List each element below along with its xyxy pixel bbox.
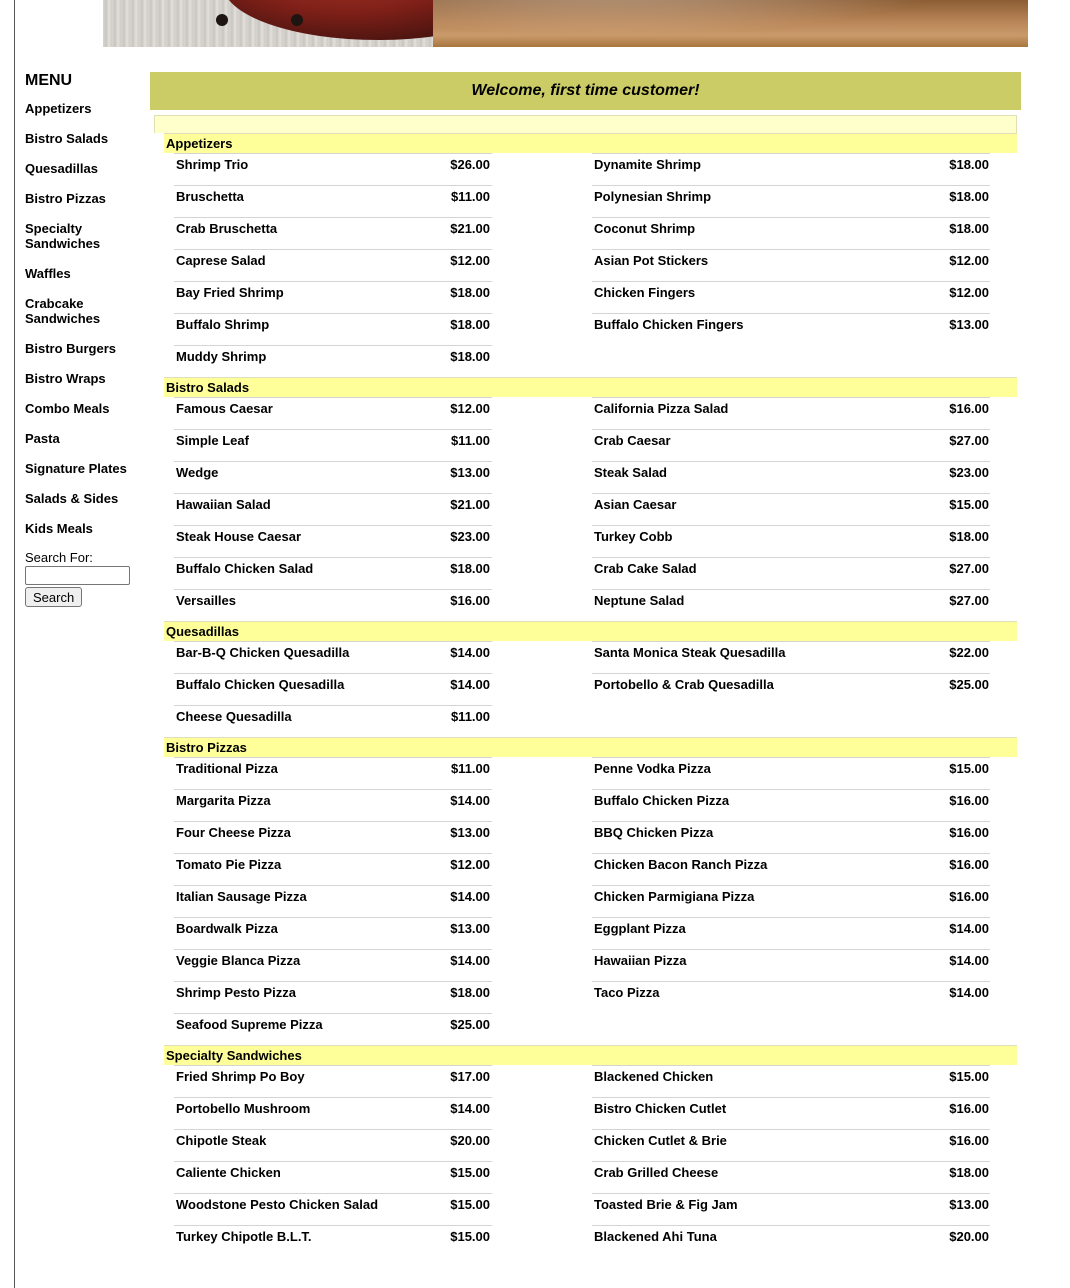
menu-item-name[interactable]: Crab Grilled Cheese [594, 1165, 719, 1180]
menu-item-name[interactable]: Santa Monica Steak Quesadilla [594, 645, 786, 660]
menu-item-name[interactable]: Buffalo Chicken Quesadilla [176, 677, 345, 692]
menu-item[interactable] [174, 313, 492, 345]
menu-row [174, 589, 1021, 621]
menu-row [174, 345, 1021, 377]
menu-item-price: $15.00 [949, 497, 989, 512]
menu-item-name[interactable]: Italian Sausage Pizza [176, 889, 307, 904]
menu-item-name[interactable]: Margarita Pizza [176, 793, 271, 808]
menu-item-price: $15.00 [949, 1069, 989, 1084]
menu-row [174, 789, 1021, 821]
menu-item-name[interactable]: Muddy Shrimp [176, 349, 267, 364]
menu-row [174, 1193, 1021, 1225]
menu-item-price: $16.00 [949, 1133, 989, 1148]
search-input[interactable] [25, 566, 130, 585]
menu-item-name[interactable]: Simple Leaf [176, 433, 249, 448]
search-label: Search For: [25, 550, 93, 565]
menu-item-name[interactable]: Taco Pizza [594, 985, 660, 1000]
menu-item-name[interactable]: Woodstone Pesto Chicken Salad [176, 1197, 379, 1212]
menu-item-price: $14.00 [450, 645, 490, 660]
menu-row [174, 821, 1021, 853]
menu-item[interactable] [592, 1225, 990, 1257]
menu-item-price: $27.00 [949, 433, 989, 448]
menu-item[interactable] [592, 589, 990, 621]
menu-row [174, 641, 1021, 673]
menu-item-price: $14.00 [450, 1101, 490, 1116]
menu-item-price: $18.00 [450, 285, 490, 300]
menu-item-name[interactable]: Asian Pot Stickers [594, 253, 709, 268]
menu-row [174, 757, 1021, 789]
menu-item[interactable] [174, 525, 492, 557]
menu-item[interactable] [174, 589, 492, 621]
menu-row [174, 1129, 1021, 1161]
menu-item[interactable] [592, 1097, 990, 1129]
section-header-band [154, 115, 1017, 133]
menu-item-price: $14.00 [949, 921, 989, 936]
menu-item-list [25, 101, 145, 536]
menu-row [174, 885, 1021, 917]
category-list [150, 133, 1021, 1257]
menu-item-name[interactable]: Four Cheese Pizza [176, 825, 291, 840]
menu-item-name[interactable]: Penne Vodka Pizza [594, 761, 711, 776]
menu-item-price: $12.00 [450, 253, 490, 268]
menu-item-name[interactable]: Caliente Chicken [176, 1165, 281, 1180]
menu-item-price: $12.00 [450, 857, 490, 872]
menu-item[interactable] [174, 673, 492, 705]
welcome-banner: Welcome, first time customer! [150, 72, 1021, 110]
menu-item[interactable] [174, 917, 492, 949]
menu-item-name[interactable]: Chipotle Steak [176, 1133, 267, 1148]
menu-row [174, 525, 1021, 557]
menu-item-name[interactable]: Seafood Supreme Pizza [176, 1017, 323, 1032]
category-header[interactable]: Specialty Sandwiches [164, 1045, 1017, 1065]
menu-item[interactable] [174, 281, 492, 313]
menu-item-price: $18.00 [450, 317, 490, 332]
menu-item-name[interactable]: Bruschetta [176, 189, 244, 204]
menu-item[interactable] [592, 217, 990, 249]
menu-item[interactable] [174, 153, 492, 185]
sidebar-item-waffles[interactable]: Waffles [25, 266, 71, 281]
menu-item-price: $15.00 [949, 761, 989, 776]
menu-item[interactable] [592, 429, 990, 461]
menu-item[interactable] [174, 949, 492, 981]
sidebar-item-appetizers[interactable]: Appetizers [25, 101, 92, 116]
menu-item[interactable] [592, 673, 990, 705]
menu-item[interactable] [174, 1013, 492, 1045]
menu-item-price: $18.00 [949, 529, 989, 544]
menu-item-price: $18.00 [949, 157, 989, 172]
menu-item-name[interactable]: Cheese Quesadilla [176, 709, 292, 724]
menu-row [174, 1161, 1021, 1193]
menu-item-name[interactable]: Buffalo Chicken Fingers [594, 317, 744, 332]
menu-item[interactable] [592, 1193, 990, 1225]
banner-peppercorn [216, 14, 228, 26]
menu-item-name[interactable]: Crab Bruschetta [176, 221, 278, 236]
menu-item-price: $16.00 [450, 593, 490, 608]
category-items [174, 641, 1021, 737]
menu-item[interactable] [174, 789, 492, 821]
menu-row [174, 249, 1021, 281]
menu-item-name[interactable]: Buffalo Chicken Pizza [594, 793, 730, 808]
menu-item[interactable] [174, 885, 492, 917]
menu-item-name[interactable]: Hawaiian Pizza [594, 953, 687, 968]
menu-item-name[interactable]: Neptune Salad [594, 593, 685, 608]
menu-item-price: $11.00 [450, 709, 490, 724]
sidebar-item-bistro-salads[interactable]: Bistro Salads [25, 131, 109, 146]
menu-item-price: $23.00 [949, 465, 989, 480]
menu-title: MENU [25, 72, 73, 89]
banner-board-highlight [433, 0, 1028, 47]
menu-item-price: $18.00 [949, 221, 989, 236]
menu-item[interactable] [174, 345, 492, 377]
menu-item-price: $23.00 [450, 529, 490, 544]
menu-item[interactable] [592, 397, 990, 429]
menu-item-name[interactable]: Bay Fried Shrimp [176, 285, 284, 300]
menu-item-price: $16.00 [949, 857, 989, 872]
menu-item[interactable] [592, 185, 990, 217]
menu-row [174, 1065, 1021, 1097]
menu-item[interactable] [592, 981, 990, 1013]
menu-item-name[interactable]: Buffalo Shrimp [176, 317, 270, 332]
menu-item-price: $12.00 [949, 285, 989, 300]
sidebar-item-salads-sides[interactable]: Salads & Sides [25, 491, 119, 506]
menu-item-name[interactable]: Chicken Cutlet & Brie [594, 1133, 727, 1148]
menu-item-name[interactable]: Bar-B-Q Chicken Quesadilla [176, 645, 350, 660]
menu-item-name[interactable]: Eggplant Pizza [594, 921, 686, 936]
menu-item[interactable] [174, 461, 492, 493]
menu-item-price: $16.00 [949, 793, 989, 808]
menu-item-name[interactable]: Traditional Pizza [176, 761, 278, 776]
menu-row [174, 853, 1021, 885]
menu-item-price: $14.00 [949, 985, 989, 1000]
menu-item[interactable] [174, 1225, 492, 1257]
menu-item-price: $16.00 [949, 1101, 989, 1116]
sidebar-item-quesadillas[interactable]: Quesadillas [25, 161, 98, 176]
menu-item[interactable] [592, 789, 990, 821]
menu-item-name[interactable]: Buffalo Chicken Salad [176, 561, 314, 576]
menu-row [174, 1013, 1021, 1045]
menu-item-price: $20.00 [949, 1229, 989, 1244]
menu-item-name[interactable]: California Pizza Salad [594, 401, 729, 416]
menu-item-price: $17.00 [450, 1069, 490, 1084]
menu-item-price: $12.00 [450, 401, 490, 416]
menu-item-name[interactable]: Crab Cake Salad [594, 561, 697, 576]
category-items [174, 397, 1021, 621]
menu-item-price: $15.00 [450, 1165, 490, 1180]
menu-item-price: $15.00 [450, 1229, 490, 1244]
category-header[interactable]: Quesadillas [164, 621, 1017, 641]
menu-item-price: $15.00 [450, 1197, 490, 1212]
menu-item[interactable] [174, 557, 492, 589]
menu-item-name[interactable]: Hawaiian Salad [176, 497, 271, 512]
menu-item[interactable] [174, 1193, 492, 1225]
menu-item[interactable] [592, 917, 990, 949]
menu-item[interactable] [174, 185, 492, 217]
menu-row [174, 397, 1021, 429]
menu-item[interactable] [174, 1129, 492, 1161]
menu-item[interactable] [174, 821, 492, 853]
menu-item-name[interactable]: Turkey Chipotle B.L.T. [176, 1229, 312, 1244]
menu-row [174, 981, 1021, 1013]
menu-item-price: $27.00 [949, 593, 989, 608]
menu-item[interactable] [592, 313, 990, 345]
menu-item-name[interactable]: Fried Shrimp Po Boy [176, 1069, 305, 1084]
menu-item[interactable] [592, 281, 990, 313]
sidebar-item-signature-plates[interactable]: Signature Plates [25, 461, 127, 476]
menu-row [174, 1097, 1021, 1129]
menu-item-price: $13.00 [450, 465, 490, 480]
menu-item[interactable] [592, 1161, 990, 1193]
sidebar-item-bistro-burgers[interactable]: Bistro Burgers [25, 341, 117, 356]
menu-item-name[interactable]: Wedge [176, 465, 219, 480]
menu-item-name[interactable]: Blackened Ahi Tuna [594, 1229, 717, 1244]
category-header[interactable]: Bistro Salads [164, 377, 1017, 397]
menu-item-price: $13.00 [949, 317, 989, 332]
menu-item-price: $14.00 [450, 889, 490, 904]
menu-item[interactable] [174, 981, 492, 1013]
menu-item-price: $14.00 [450, 793, 490, 808]
menu-row [174, 217, 1021, 249]
menu-item[interactable] [174, 705, 492, 737]
menu-item-name[interactable]: Blackened Chicken [594, 1069, 714, 1084]
menu-item[interactable] [174, 641, 492, 673]
menu-item-name[interactable]: Asian Caesar [594, 497, 677, 512]
menu-item-price: $14.00 [450, 677, 490, 692]
menu-item-price: $14.00 [949, 953, 989, 968]
menu-row [174, 557, 1021, 589]
menu-item[interactable] [592, 249, 990, 281]
menu-item-price: $25.00 [949, 677, 989, 692]
menu-item-price: $18.00 [450, 561, 490, 576]
menu-item[interactable] [174, 853, 492, 885]
sidebar-item-combo-meals[interactable]: Combo Meals [25, 401, 110, 416]
menu-item-name[interactable]: Versailles [176, 593, 236, 608]
menu-item[interactable] [592, 525, 990, 557]
menu-item[interactable] [592, 641, 990, 673]
menu-item[interactable] [592, 461, 990, 493]
menu-item-price: $11.00 [450, 433, 490, 448]
menu-row [174, 281, 1021, 313]
menu-item-price: $27.00 [949, 561, 989, 576]
menu-item[interactable] [174, 493, 492, 525]
menu-row [174, 153, 1021, 185]
menu-item[interactable] [592, 1065, 990, 1097]
menu-item-price: $13.00 [450, 825, 490, 840]
menu-item-price: $22.00 [949, 645, 989, 660]
menu-row [174, 185, 1021, 217]
menu-item[interactable] [592, 557, 990, 589]
sidebar-item-crabcake-sandwiches[interactable]: Crabcake Sandwiches [25, 296, 101, 326]
header-banner-image [103, 0, 1028, 47]
menu-item-name[interactable]: BBQ Chicken Pizza [594, 825, 714, 840]
menu-item[interactable] [174, 429, 492, 461]
menu-item-name[interactable]: Chicken Bacon Ranch Pizza [594, 857, 768, 872]
category-header[interactable]: Bistro Pizzas [164, 737, 1017, 757]
sidebar-item-kids-meals[interactable]: Kids Meals [25, 521, 93, 536]
menu-item-price: $18.00 [949, 1165, 989, 1180]
menu-item[interactable] [592, 757, 990, 789]
menu-row [174, 461, 1021, 493]
menu-row [174, 673, 1021, 705]
menu-item-price: $26.00 [450, 157, 490, 172]
menu-row [174, 1225, 1021, 1257]
menu-item-name[interactable]: Caprese Salad [176, 253, 266, 268]
menu-item-name[interactable]: Shrimp Pesto Pizza [176, 985, 296, 1000]
menu-item-price: $13.00 [450, 921, 490, 936]
menu-item[interactable] [174, 397, 492, 429]
menu-item-price: $20.00 [450, 1133, 490, 1148]
menu-item-name[interactable]: Famous Caesar [176, 401, 273, 416]
menu-item-name[interactable]: Toasted Brie & Fig Jam [594, 1197, 738, 1212]
menu-row [174, 705, 1021, 737]
menu-row [174, 917, 1021, 949]
sidebar-item-pasta[interactable]: Pasta [25, 431, 60, 446]
category-items [174, 1065, 1021, 1257]
menu-item-price: $16.00 [949, 401, 989, 416]
menu-item[interactable] [592, 1129, 990, 1161]
menu-item[interactable] [174, 1097, 492, 1129]
menu-item-price: $18.00 [450, 985, 490, 1000]
menu-content [150, 72, 1021, 1257]
menu-item[interactable] [174, 217, 492, 249]
menu-item-price: $18.00 [949, 189, 989, 204]
menu-row [174, 493, 1021, 525]
menu-item-name[interactable]: Dynamite Shrimp [594, 157, 701, 172]
menu-item-price: $14.00 [450, 953, 490, 968]
menu-item-price: $25.00 [450, 1017, 490, 1032]
menu-item-name[interactable]: Tomato Pie Pizza [176, 857, 282, 872]
menu-item-name[interactable]: Crab Caesar [594, 433, 671, 448]
menu-item-price: $12.00 [949, 253, 989, 268]
menu-item-price: $11.00 [450, 189, 490, 204]
menu-item-price: $21.00 [450, 221, 490, 236]
menu-item-name[interactable]: Coconut Shrimp [594, 221, 696, 236]
menu-item-price: $21.00 [450, 497, 490, 512]
menu-row [174, 313, 1021, 345]
category-items [174, 153, 1021, 377]
menu-row [174, 949, 1021, 981]
menu-item-name[interactable]: Turkey Cobb [594, 529, 673, 544]
menu-item-name[interactable]: Chicken Fingers [594, 285, 696, 300]
menu-item-name[interactable]: Veggie Blanca Pizza [176, 953, 301, 968]
banner-peppercorn [291, 14, 303, 26]
menu-item[interactable] [174, 757, 492, 789]
menu-item-price: $13.00 [949, 1197, 989, 1212]
menu-item[interactable] [592, 853, 990, 885]
menu-item[interactable] [592, 885, 990, 917]
menu-item[interactable] [592, 821, 990, 853]
category-header[interactable]: Appetizers [164, 133, 1017, 153]
menu-item-name[interactable]: Portobello Mushroom [176, 1101, 311, 1116]
menu-item-name[interactable]: Shrimp Trio [176, 157, 249, 172]
menu-item-price: $16.00 [949, 825, 989, 840]
menu-item-price: $11.00 [450, 761, 490, 776]
menu-item-name[interactable]: Steak Salad [594, 465, 667, 480]
menu-item-name[interactable]: Chicken Parmigiana Pizza [594, 889, 755, 904]
menu-item-price: $18.00 [450, 349, 490, 364]
menu-item-name[interactable]: Boardwalk Pizza [176, 921, 278, 936]
menu-item-name[interactable]: Steak House Caesar [176, 529, 302, 544]
menu-item-name[interactable]: Portobello & Crab Quesadilla [594, 677, 774, 692]
sidebar-item-specialty-sandwiches[interactable]: Specialty Sandwiches [25, 221, 101, 251]
menu-item-price: $16.00 [949, 889, 989, 904]
menu-item[interactable] [174, 1065, 492, 1097]
menu-item[interactable] [592, 949, 990, 981]
category-items [174, 757, 1021, 1045]
menu-item[interactable] [174, 1161, 492, 1193]
menu-item[interactable] [174, 249, 492, 281]
sidebar-item-bistro-pizzas[interactable]: Bistro Pizzas [25, 191, 106, 206]
sidebar-menu [25, 72, 145, 607]
sidebar-item-bistro-wraps[interactable]: Bistro Wraps [25, 371, 106, 386]
menu-item[interactable] [592, 153, 990, 185]
menu-item-name[interactable]: Bistro Chicken Cutlet [594, 1101, 727, 1116]
menu-item[interactable] [592, 493, 990, 525]
search-button[interactable]: Search [25, 587, 82, 607]
menu-row [174, 429, 1021, 461]
page-left-border [14, 0, 15, 1288]
menu-item-name[interactable]: Polynesian Shrimp [594, 189, 712, 204]
